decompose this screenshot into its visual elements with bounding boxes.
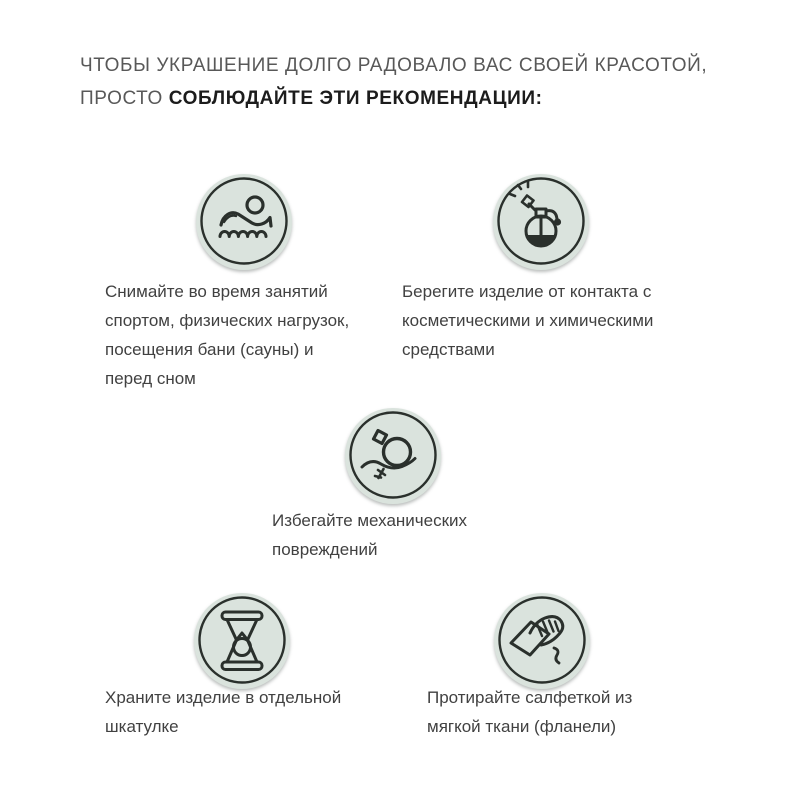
tip-remove-during-sport: Снимайте во время занятий спортом, физических нагрузок, посещения бани (сауны) и перед сном — [105, 282, 350, 388]
tip-avoid-damage: Избегайте механических повреждений — [272, 511, 468, 559]
tip-wipe-with-cloth: Протирайте салфеткой из мягкой ткани (фланели) — [427, 688, 633, 736]
ring-box-icon — [194, 593, 290, 689]
page-title — [80, 49, 735, 115]
tip-store-separately: Храните изделие в отдельной шкатулке — [105, 688, 342, 736]
page-title-bold: СОБЛЮДАЙТЕ ЭТИ РЕКОМЕНДАЦИИ: — [168, 88, 543, 109]
perfume-atomizer-icon — [493, 174, 589, 270]
tip-avoid-cosmetics: Берегите изделие от контакта с косметическими и химическими средствами — [402, 282, 654, 359]
page-title-regular: ЧТОБЫ УКРАШЕНИЕ ДОЛГО РАДОВАЛО ВАС СВОЕЙ КРАСОТОЙ, ПРОСТО — [80, 55, 708, 109]
damaged-ring-icon — [345, 408, 441, 504]
swimmer-icon — [196, 174, 292, 270]
polishing-hand-icon — [494, 593, 590, 689]
